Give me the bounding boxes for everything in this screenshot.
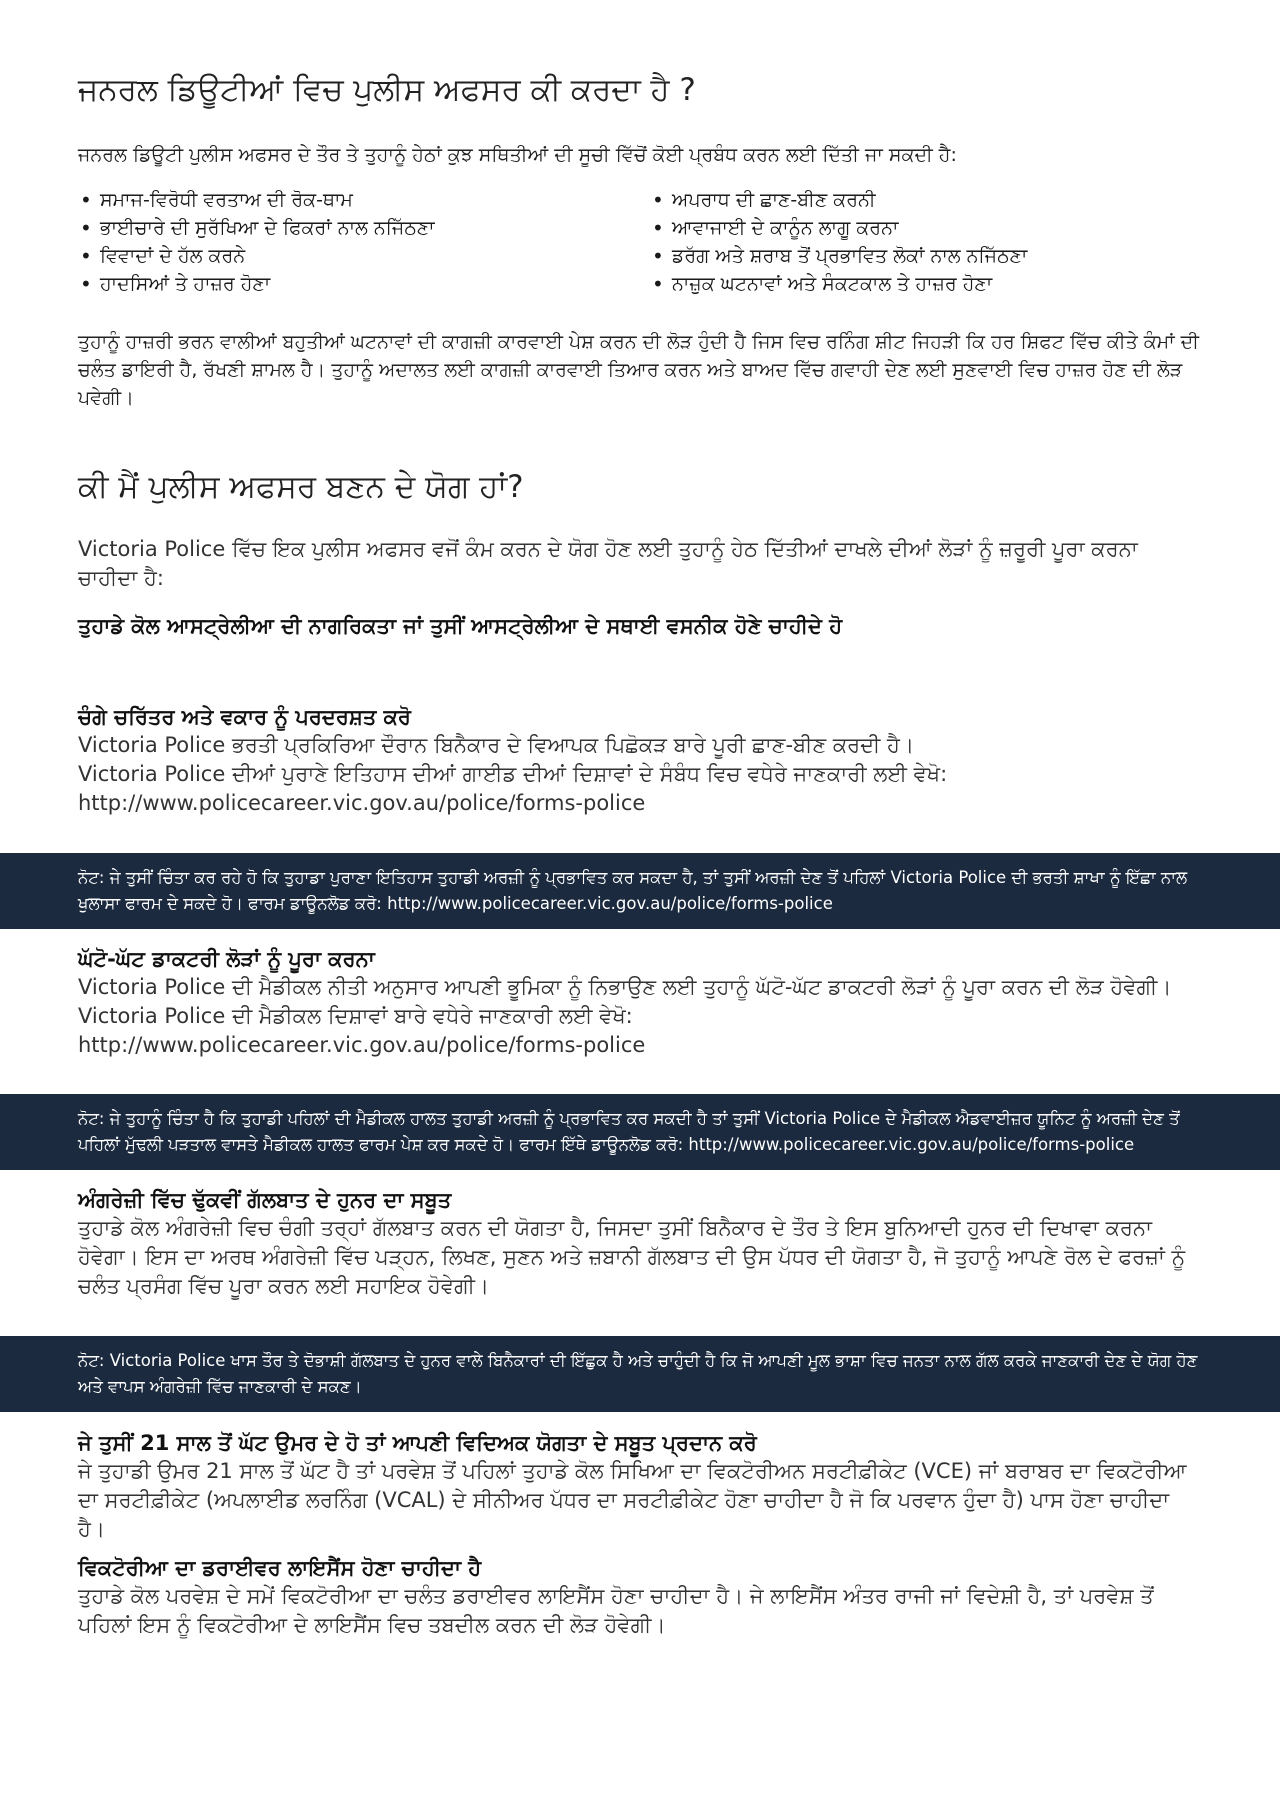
duty-bullet: • ਵਿਵਾਦਾਂ ਦੇ ਹੱਲ ਕਰਨੇ <box>78 242 630 270</box>
duty-bullet: • ਸਮਾਜ-ਵਿਰੋਧੀ ਵਰਤਾਅ ਦੀ ਰੋਕ-ਥਾਮ <box>78 186 630 214</box>
eligibility-intro-block <box>78 535 1202 593</box>
medical-note: ਨੋਟ: ਜੇ ਤੁਹਾਨੂੰ ਚਿੰਤਾ ਹੈ ਕਿ ਤੁਹਾਡੀ ਪਹਿਲਾਂ ਦੀ ਮੈਡੀਕਲ ਹਾਲਤ ਤੁਹਾਡੀ ਅਰਜ਼ੀ ਨੂੰ ਪ੍ਰਭਾਵਿਤ ਕਰ ਸਕਦੀ ਹੈ ਤਾਂ ਤੁਸੀਂ Victoria Police ਦੇ ਮੈਡੀਕਲ ਐਡਵਾਈਜ਼ਰ ਯੂਨਿਟ ਨੂੰ ਅਰਜ਼ੀ ਦੇਣ ਤੋਂ ਪਹਿਲਾਂ ਮੁੱਢਲੀ ਪੜਤਾਲ ਵਾਸਤੇ ਮੈਡੀਕਲ ਹਾਲਤ ਫਾਰਮ ਪੇਸ਼ ਕਰ ਸਕਦੇ ਹੋ। ਫਾਰਮ ਇੱਥੇ ਡਾਊਨਲੋਡ ਕਰੋ: http://www.policecareer.vic.gov.au/police/forms-police <box>78 1109 1180 1154</box>
duty-bullet: • ਹਾਦਸਿਆਂ ਤੇ ਹਾਜ਼ਰ ਹੋਣਾ <box>78 270 630 298</box>
character-note: ਨੋਟ: ਜੇ ਤੁਸੀਂ ਚਿੰਤਾ ਕਰ ਰਹੇ ਹੋ ਕਿ ਤੁਹਾਡਾ ਪੁਰਾਣਾ ਇਤਿਹਾਸ ਤੁਹਾਡੀ ਅਰਜ਼ੀ ਨੂੰ ਪ੍ਰਭਾਵਿਤ ਕਰ ਸਕਦਾ ਹੈ, ਤਾਂ ਤੁਸੀਂ ਅਰਜ਼ੀ ਦੇਣ ਤੋਂ ਪਹਿਲਾਂ Victoria Police ਦੀ ਭਰਤੀ ਸ਼ਾਖਾ ਨੂੰ ਇੱਛਾ ਨਾਲ ਖੁਲਾਸਾ ਫਾਰਮ ਦੇ ਸਕਦੇ ਹੋ। ਫਾਰਮ ਡਾਊਨਲੋਡ ਕਰੋ: http://www.policecareer.vic.gov.au/police/forms-police <box>78 868 1188 913</box>
medical-heading: ਘੱਟੋ-ਘੱਟ ਡਾਕਟਰੀ ਲੋੜਾਂ ਨੂੰ ਪੂਰਾ ਕਰਨਾ <box>78 947 375 971</box>
english-heading: ਅੰਗਰੇਜ਼ੀ ਵਿੱਚ ਢੁੱਕਵੀਂ ਗੱਲਬਾਤ ਦੇ ਹੁਨਰ ਦਾ ਸਬੂਤ <box>78 1188 452 1212</box>
citizenship-block <box>78 612 1202 640</box>
license-description: ਤੁਹਾਡੇ ਕੋਲ ਪਰਵੇਸ਼ ਦੇ ਸਮੇਂ ਵਿਕਟੋਰੀਆ ਦਾ ਚਲੰਤ ਡਰਾਈਵਰ ਲਾਇਸੈਂਸ ਹੋਣਾ ਚਾਹੀਦਾ ਹੈ। ਜੇ ਲਾਇਸੈਂਸ ਅੰਤਰ ਰਾਜੀ ਜਾਂ ਵਿਦੇਸ਼ੀ ਹੈ, ਤਾਂ ਪਰਵੇਸ਼ ਤੋਂ ਪਹਿਲਾਂ ਇਸ ਨੂੰ ਵਿਕਟੋਰੀਆ ਦੇ ਲਾਇਸੈਂਸ ਵਿਚ ਤਬਦੀਲ ਕਰਨ ਦੀ ਲੋੜ ਹੋਵੇਗੀ। <box>78 1584 1154 1637</box>
duties-paragraph-block <box>78 328 1202 412</box>
citizenship-requirement: ਤੁਹਾਡੇ ਕੋਲ ਆਸਟ੍ਰੇਲੀਆ ਦੀ ਨਾਗਰਿਕਤਾ ਜਾਂ ਤੁਸੀਂ ਆਸਟ੍ਰੇਲੀਆ ਦੇ ਸਥਾਈ ਵਸਨੀਕ ਹੋਣੇ ਚਾਹੀਦੇ ਹੋ <box>78 614 843 638</box>
character-note-band <box>0 853 1280 929</box>
character-heading: ਚੰਗੇ ਚਰਿੱਤਰ ਅਤੇ ਵਕਾਰ ਨੂੰ ਪਰਦਰਸ਼ਤ ਕਰੋ <box>78 705 411 729</box>
duty-bullet: • ਭਾਈਚਾਰੇ ਦੀ ਸੁਰੱਖਿਆ ਦੇ ਫਿਕਰਾਂ ਨਾਲ ਨਜਿੱਠਣਾ <box>78 214 630 242</box>
education-description: ਜੇ ਤੁਹਾਡੀ ਉਮਰ 21 ਸਾਲ ਤੋਂ ਘੱਟ ਹੈ ਤਾਂ ਪਰਵੇਸ਼ ਤੋਂ ਪਹਿਲਾਂ ਤੁਹਾਡੇ ਕੋਲ ਸਿਖਿਆ ਦਾ ਵਿਕਟੋਰੀਅਨ ਸਰਟੀਫ਼ੀਕੇਟ (VCE) ਜਾਂ ਬਰਾਬਰ ਦਾ ਵਿਕਟੋਰੀਆ ਦਾ ਸਰਟੀਫ਼ੀਕੇਟ (ਅਪਲਾਈਡ ਲਰਨਿੰਗ (VCAL) ਦੇ ਸੀਨੀਅਰ ਪੱਧਰ ਦਾ ਸਰਟੀਫ਼ੀਕੇਟ ਹੋਣਾ ਚਾਹੀਦਾ ਹੈ ਜੋ ਕਿ ਪਰਵਾਨ ਹੁੰਦਾ ਹੈ) ਪਾਸ ਹੋਣਾ ਚਾਹੀਦਾ ਹੈ। <box>78 1459 1187 1541</box>
duty-bullet: • ਆਵਾਜਾਈ ਦੇ ਕਾਨੂੰਨ ਲਾਗੂ ਕਰਨਾ <box>650 214 1202 242</box>
medical-description: Victoria Police ਦੀ ਮੈਡੀਕਲ ਨੀਤੀ ਅਨੁਸਾਰ ਆਪਣੀ ਭੂਮਿਕਾ ਨੂੰ ਨਿਭਾਉਣ ਲਈ ਤੁਹਾਨੂੰ ਘੱਟੋ-ਘੱਟ ਡਾਕਟਰੀ ਲੋੜਾਂ ਨੂੰ ਪੂਰਾ ਕਰਨ ਦੀ ਲੋੜ ਹੋਵੇਗੀ। Victoria Police ਦੀ ਮੈਡੀਕਲ ਦਿਸ਼ਾਵਾਂ ਬਾਰੇ ਵਧੇਰੇ ਜਾਣਕਾਰੀ ਲਈ ਵੇਖੋ: <box>78 975 1172 1028</box>
character-line-1: Victoria Police ਭਰਤੀ ਪ੍ਰਕਿਰਿਆ ਦੌਰਾਨ ਬਿਨੈਕਾਰ ਦੇ ਵਿਆਪਕ ਪਿਛੋਕੜ ਬਾਰੇ ਪੂਰੀ ਛਾਣ-ਬੀਣ ਕਰਦੀ ਹੈ। <box>78 733 915 757</box>
license-heading: ਵਿਕਟੋਰੀਆ ਦਾ ਡਰਾਈਵਰ ਲਾਇਸੈਂਸ ਹੋਣਾ ਚਾਹੀਦਾ ਹੈ <box>78 1556 482 1580</box>
duty-bullet: • ਅਪਰਾਧ ਦੀ ਛਾਣ-ਬੀਣ ਕਰਨੀ <box>650 186 1202 214</box>
medical-note-band <box>0 1094 1280 1170</box>
duties-intro: ਜਨਰਲ ਡਿਊਟੀ ਪੁਲੀਸ ਅਫਸਰ ਦੇ ਤੌਰ ਤੇ ਤੁਹਾਨੂੰ ਹੇਠਾਂ ਕੁਝ ਸਥਿਤੀਆਂ ਦੀ ਸੂਚੀ ਵਿੱਚੋਂ ਕੋਈ ਪ੍ਰਬੰਧ ਕਰਨ ਲਈ ਦਿੱਤੀ ਜਾ ਸਕਦੀ ਹੈ: <box>78 144 957 166</box>
duties-bullets <box>78 186 1202 298</box>
duties-paragraph: ਤੁਹਾਨੂੰ ਹਾਜ਼ਰੀ ਭਰਨ ਵਾਲੀਆਂ ਬਹੁਤੀਆਂ ਘਟਨਾਵਾਂ ਦੀ ਕਾਗਜ਼ੀ ਕਾਰਵਾਈ ਪੇਸ਼ ਕਰਨ ਦੀ ਲੋੜ ਹੁੰਦੀ ਹੈ ਜਿਸ ਵਿਚ ਰਨਿੰਗ ਸ਼ੀਟ ਜਿਹੜੀ ਕਿ ਹਰ ਸ਼ਿਫਟ ਵਿੱਚ ਕੀਤੇ ਕੰਮਾਂ ਦੀ ਚਲੰਤ ਡਾਇਰੀ ਹੈ, ਰੱਖਣੀ ਸ਼ਾਮਲ ਹੈ। ਤੁਹਾਨੂੰ ਅਦਾਲਤ ਲਈ ਕਾਗਜ਼ੀ ਕਾਰਵਾਈ ਤਿਆਰ ਕਰਨ ਅਤੇ ਬਾਅਦ ਵਿੱਚ ਗਵਾਹੀ ਦੇਣ ਲਈ ਸੁਣਵਾਈ ਵਿਚ ਹਾਜ਼ਰ ਹੋਣ ਦੀ ਲੋੜ ਪਵੇਗੀ। <box>78 331 1199 409</box>
eligibility-heading: ਕੀ ਮੈਂ ਪੁਲੀਸ ਅਫਸਰ ਬਣਨ ਦੇ ਯੋਗ ਹਾਂ? <box>78 469 524 505</box>
education-heading: ਜੇ ਤੁਸੀਂ 21 ਸਾਲ ਤੋਂ ਘੱਟ ਉਮਰ ਦੇ ਹੋ ਤਾਂ ਆਪਣੀ ਵਿਦਿਅਕ ਯੋਗਤਾ ਦੇ ਸਬੂਤ ਪ੍ਰਦਾਨ ਕਰੋ <box>78 1431 757 1455</box>
english-note-band <box>0 1336 1280 1412</box>
duty-bullet: • ਡਰੱਗ ਅਤੇ ਸ਼ਰਾਬ ਤੋਂ ਪ੍ਰਭਾਵਿਤ ਲੋਕਾਂ ਨਾਲ ਨਜਿੱਠਣਾ <box>650 242 1202 270</box>
english-description: ਤੁਹਾਡੇ ਕੋਲ ਅੰਗਰੇਜ਼ੀ ਵਿਚ ਚੰਗੀ ਤਰ੍ਹਾਂ ਗੱਲਬਾਤ ਕਰਨ ਦੀ ਯੋਗਤਾ ਹੈ, ਜਿਸਦਾ ਤੁਸੀਂ ਬਿਨੈਕਾਰ ਦੇ ਤੌਰ ਤੇ ਇਸ ਬੁਨਿਆਦੀ ਹੁਨਰ ਦੀ ਦਿਖਾਵਾ ਕਰਨਾ ਹੋਵੇਗਾ। ਇਸ ਦਾ ਅਰਥ ਅੰਗਰੇਜ਼ੀ ਵਿੱਚ ਪੜ੍ਹਨ, ਲਿਖਣ, ਸੁਣਨ ਅਤੇ ਜ਼ਬਾਨੀ ਗੱਲਬਾਤ ਦੀ ਉਸ ਪੱਧਰ ਦੀ ਯੋਗਤਾ ਹੈ, ਜੋ ਤੁਹਾਨੂੰ ਆਪਣੇ ਰੋਲ ਦੇ ਫਰਜ਼ਾਂ ਨੂੰ ਚਲੰਤ ਪ੍ਰਸੰਗ ਵਿੱਚ ਪੂਰਾ ਕਰਨ ਲਈ ਸਹਾਇਕ ਹੋਵੇਗੀ। <box>78 1216 1186 1298</box>
license-section <box>78 1554 1202 1640</box>
medical-url-link[interactable]: http://www.policecareer.vic.gov.au/police/forms-police <box>78 1033 646 1057</box>
duty-bullet: • ਨਾਜ਼ੁਕ ਘਟਨਾਵਾਂ ਅਤੇ ਸੰਕਟਕਾਲ ਤੇ ਹਾਜ਼ਰ ਹੋਣਾ <box>650 270 1202 298</box>
duties-intro-block <box>78 141 1202 169</box>
duties-heading: ਜਨਰਲ ਡਿਊਟੀਆਂ ਵਿਚ ਪੁਲੀਸ ਅਫਸਰ ਕੀ ਕਰਦਾ ਹੈ ? <box>78 72 696 108</box>
medical-section <box>78 945 1202 1060</box>
character-url-link[interactable]: http://www.policecareer.vic.gov.au/police/forms-police <box>78 791 646 815</box>
character-line-2: Victoria Police ਦੀਆਂ ਪੁਰਾਣੇ ਇਤਿਹਾਸ ਦੀਆਂ ਗਾਈਡ ਦੀਆਂ ਦਿਸ਼ਾਵਾਂ ਦੇ ਸੰਬੰਧ ਵਿਚ ਵਧੇਰੇ ਜਾਣਕਾਰੀ ਲਈ ਵੇਖੋ: <box>78 762 948 786</box>
eligibility-section <box>78 467 1202 507</box>
english-section <box>78 1186 1202 1301</box>
english-note: ਨੋਟ: Victoria Police ਖਾਸ ਤੌਰ ਤੇ ਦੋਭਾਸ਼ੀ ਗੱਲਬਾਤ ਦੇ ਹੁਨਰ ਵਾਲੇ ਬਿਨੈਕਾਰਾਂ ਦੀ ਇੱਛੁਕ ਹੈ ਅਤੇ ਚਾਹੁੰਦੀ ਹੈ ਕਿ ਜੋ ਆਪਣੀ ਮੂਲ ਭਾਸ਼ਾ ਵਿਚ ਜਨਤਾ ਨਾਲ ਗੱਲ ਕਰਕੇ ਜਾਣਕਾਰੀ ਦੇਣ ਦੇ ਯੋਗ ਹੋਣ ਅਤੇ ਵਾਪਸ ਅੰਗਰੇਜ਼ੀ ਵਿੱਚ ਜਾਣਕਾਰੀ ਦੇ ਸਕਣ। <box>78 1351 1198 1396</box>
education-section <box>78 1429 1202 1544</box>
eligibility-intro: Victoria Police ਵਿੱਚ ਇਕ ਪੁਲੀਸ ਅਫਸਰ ਵਜੋਂ ਕੰਮ ਕਰਨ ਦੇ ਯੋਗ ਹੋਣ ਲਈ ਤੁਹਾਨੂੰ ਹੇਠ ਦਿੱਤੀਆਂ ਦਾਖਲੇ ਦੀਆਂ ਲੋੜਾਂ ਨੂੰ ਜ਼ਰੂਰੀ ਪੂਰਾ ਕਰਨਾ ਚਾਹੀਦਾ ਹੈ: <box>78 537 1138 590</box>
duties-section <box>78 70 1202 110</box>
character-section <box>78 703 1202 818</box>
